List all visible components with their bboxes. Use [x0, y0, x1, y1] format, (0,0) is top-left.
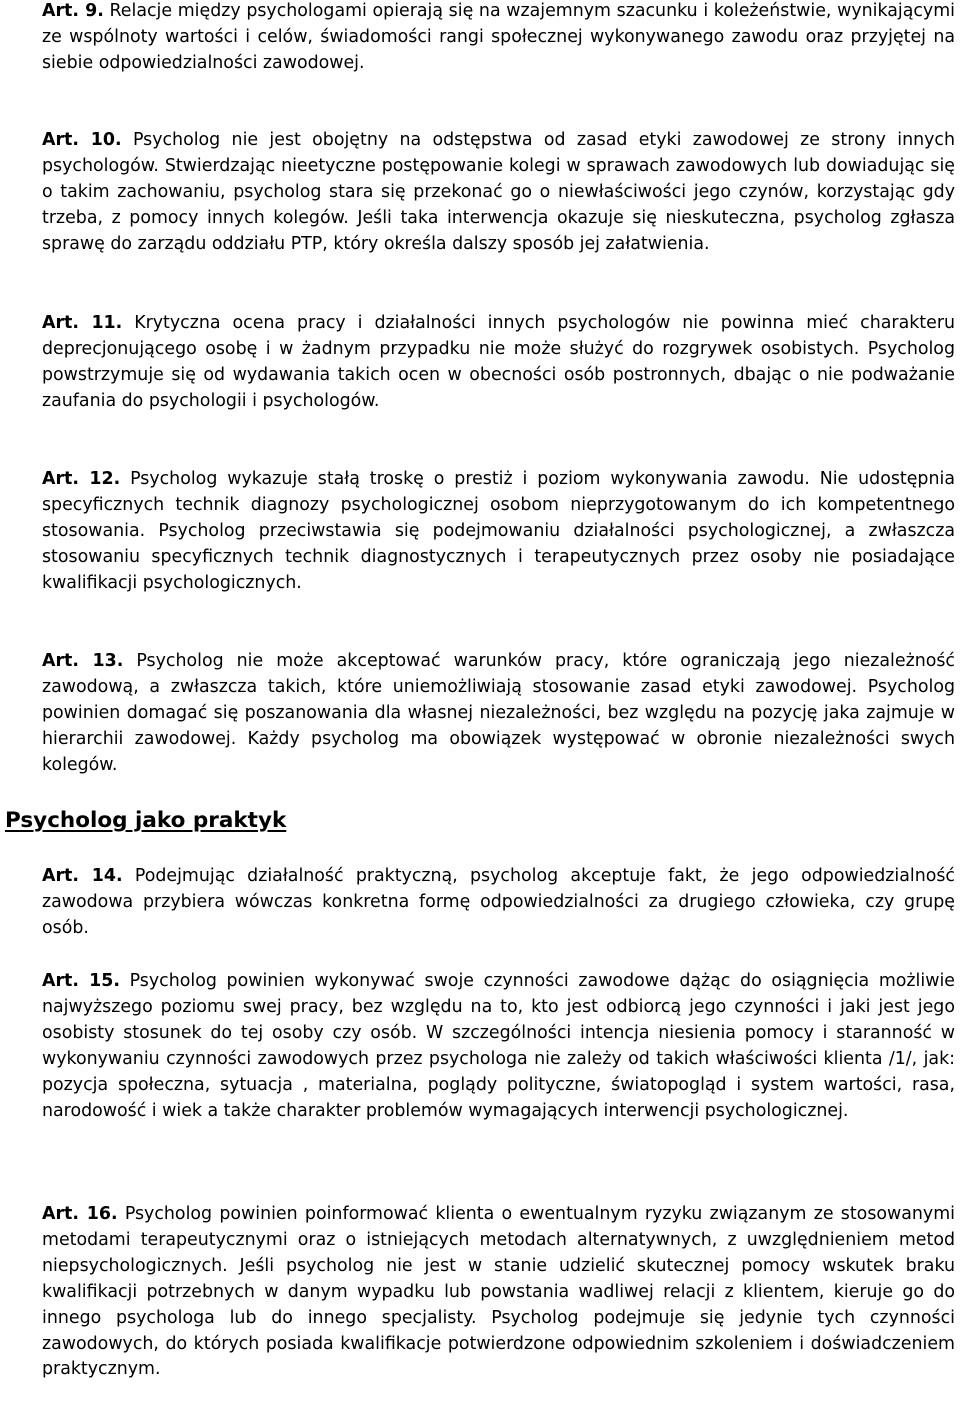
article-number: Art. 14.: [42, 866, 123, 886]
section-heading: Psycholog jako praktyk: [5, 808, 287, 833]
article-15: [42, 969, 955, 1124]
article-text: Psycholog wykazuje stałą troskę o prestiż i poziom wykonywania zawodu. Nie udostępnia specyficznych technik diagnozy psychologicznej osobom nieprzygotowanym do ich kompetentnego stosowania. Psycholog przeciwstawia się podejmowaniu działalności psychologicznej, a zwłaszcza stosowaniu specyficznych technik diagnostycznych i terapeutycznych przez osoby nie posiadające kwalifikacji psychologicznych.: [42, 469, 955, 593]
article-number: Art. 9.: [42, 1, 104, 21]
article-text: Relacje między psychologami opierają się na wzajemnym szacunku i koleżeństwie, wynikającymi ze wspólnoty wartości i celów, świadomości rangi społecznej wykonywanego zawodu oraz przyjętej na siebie odpowiedzialności zawodowej.: [42, 1, 955, 73]
article-9: [42, 0, 955, 77]
article-text: Psycholog nie jest obojętny na odstępstwa od zasad etyki zawodowej ze strony innych psychologów. Stwierdzając nieetyczne postępowanie kolegi w sprawach zawodowych lub dowiadując się o takim zachowaniu, psycholog stara się przekonać go o niewłaściwości jego czynów, korzystając gdy trzeba, z pomocy innych kolegów. Jeśli taka interwencja okazuje się nieskuteczna, psycholog zgłasza sprawę do zarządu oddziału PTP, który określa dalszy sposób jej załatwienia.: [42, 130, 955, 254]
article-text: Psycholog powinien wykonywać swoje czynności zawodowe dążąc do osiągnięcia możliwie najwyższego poziomu swej pracy, bez względu na to, kto jest odbiorcą jego czynności i jaki jest jego osobisty stosunek do tej osoby czy osób. W szczególności intencja niesienia pomocy i staranność w wykonywaniu czynności zawodowych przez psychologa nie zależy od takich właściwości klienta /1/, jak: pozycja społeczna, sytuacja , materialna, poglądy polityczne, światopogląd i system wartości, rasa, narodowość i wiek a także charakter problemów wymagających interwencji psychologicznej.: [42, 971, 955, 1121]
article-text: Psycholog powinien poinformować klienta o ewentualnym ryzyku związanym ze stosowanymi metodami terapeutycznymi oraz o istniejących metodach alternatywnych, z uwzględnieniem metod niepsychologicznych. Jeśli psycholog nie jest w stanie udzielić skutecznej pomocy wskutek braku kwalifikacji potrzebnych w danym wypadku lub powstania wadliwej relacji z klientem, kieruje go do innego psychologa lub do innego specjalisty. Psycholog podejmuje się jedynie tych czynności zawodowych, do których posiada kwalifikacje potwierdzone odpowiednim szkoleniem i doświadczeniem praktycznym.: [42, 1204, 955, 1380]
article-text: Psycholog nie może akceptować warunków pracy, które ograniczają jego niezależność zawodową, a zwłaszcza takich, które uniemożliwiają stosowanie zasad etyki zawodowej. Psycholog powinien domagać się poszanowania dla własnej niezależności, bez względu na pozycję jaka zajmuje w hierarchii zawodowej. Każdy psycholog ma obowiązek występować w obronie niezależności swych kolegów.: [42, 651, 955, 775]
article-number: Art. 16.: [42, 1204, 118, 1224]
article-number: Art. 10.: [42, 130, 122, 150]
article-16: [42, 1202, 955, 1383]
article-text: Podejmując działalność praktyczną, psycholog akceptuje fakt, że jego odpowiedzialność zawodowa przybiera wówczas konkretna formę odpowiedzialności za drugiego człowieka, czy grupę osób.: [42, 866, 955, 938]
article-text: Krytyczna ocena pracy i działalności innych psychologów nie powinna mieć charakteru deprecjonującego osobę i w żadnym przypadku nie może służyć do rozgrywek osobistych. Psycholog powstrzymuje się od wydawania takich ocen w obecności osób postronnych, dbając o nie podważanie zaufania do psychologii i psychologów.: [42, 313, 955, 411]
article-number: Art. 11.: [42, 313, 123, 333]
article-14: [42, 864, 955, 942]
article-11: [42, 311, 955, 415]
article-number: Art. 13.: [42, 651, 124, 671]
article-10: [42, 128, 955, 258]
article-12: [42, 467, 955, 597]
article-number: Art. 12.: [42, 469, 121, 489]
article-13: [42, 649, 955, 779]
article-number: Art. 15.: [42, 971, 120, 991]
